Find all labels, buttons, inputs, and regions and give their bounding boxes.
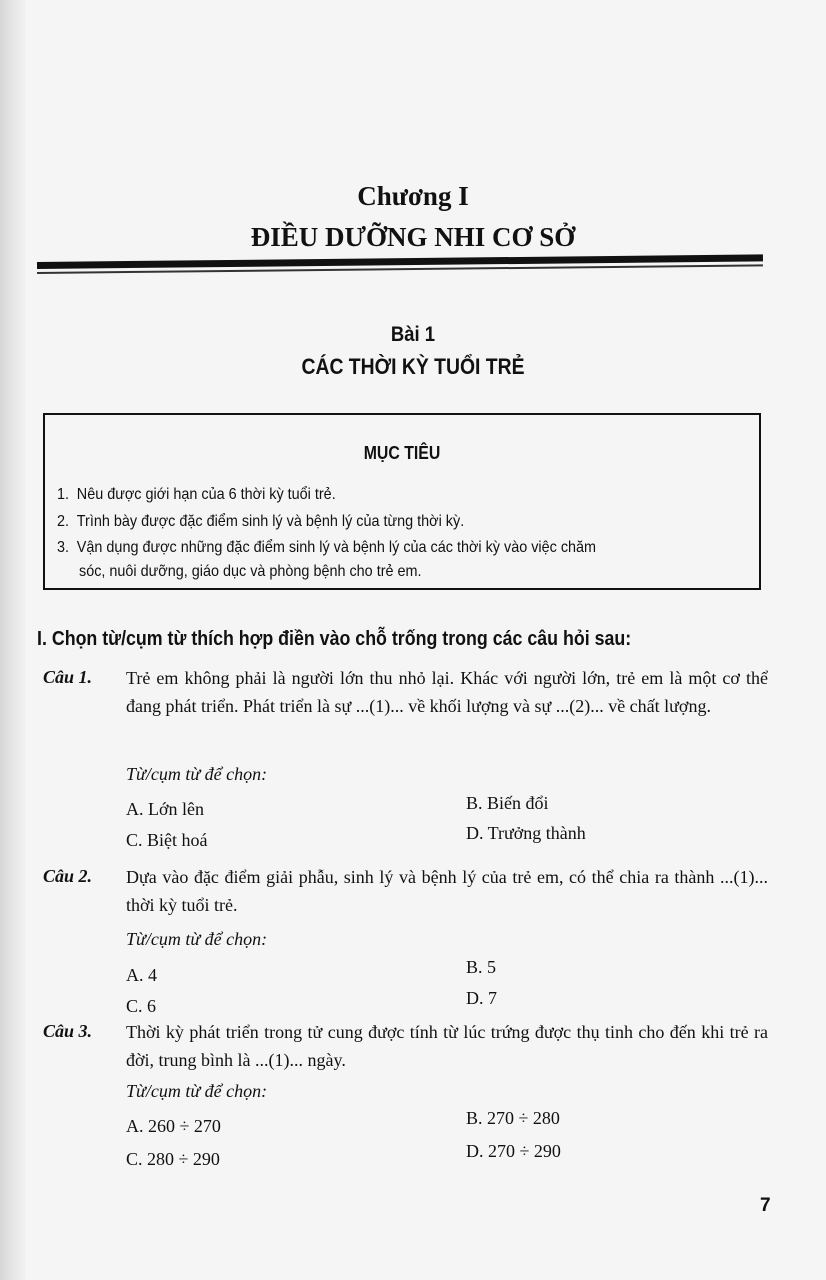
option-c: C. 6 [126,996,157,1016]
page-number: 7 [760,1195,771,1216]
objective-text: Vận dụng được những đặc điểm sinh lý và bệnh lý của các thời kỳ vào việc chăm [76,539,597,556]
question-label: Câu 1. [43,667,93,687]
objective-number: 3. [57,539,70,556]
choices-label: Từ/cụm từ để chọn: [126,764,268,784]
objective-item-continued: sóc, nuôi dưỡng, giáo dục và phòng bệnh cho trẻ em. [79,563,422,580]
option-c: C. Biệt hoá [126,830,208,850]
choices-label: Từ/cụm từ để chọn: [126,929,268,949]
question-text: Thời kỳ phát triển trong tử cung được tính từ lúc trứng được thụ tinh cho đến khi trẻ ra đời, trung bình là ...(1)... ngày. [126,1022,768,1070]
option-d: D. 7 [466,988,497,1008]
option-a: A. 260 ÷ 270 [126,1116,221,1136]
objective-item [57,513,464,531]
objective-text: Nêu được giới hạn của 6 thời kỳ tuổi trẻ. [76,486,336,503]
objective-item [57,539,596,557]
option-d: D. 270 ÷ 290 [466,1141,561,1161]
lesson-title: CÁC THỜI KỲ TUỔI TRẺ [301,354,525,379]
option-a: A. 4 [126,965,157,985]
option-b: B. Biến đổi [466,793,549,813]
option-b: B. 270 ÷ 280 [466,1108,560,1128]
option-a: A. Lớn lên [126,799,205,819]
question-text: Trẻ em không phải là người lớn thu nhỏ lại. Khác với người lớn, trẻ em là một cơ thể đang phát triển. Phát triển là sự ...(1)... về khối lượng và sự ...(2)... về chất lượng. [126,668,768,716]
option-c: C. 280 ÷ 290 [126,1149,220,1169]
option-b: B. 5 [466,957,497,977]
section-heading: I. Chọn từ/cụm từ thích hợp điền vào chỗ trống trong các câu hỏi sau: [37,628,632,650]
objectives-box [43,413,761,590]
chapter-title: ĐIỀU DƯỠNG NHI CƠ SỞ [250,222,576,252]
question-label: Câu 2. [43,866,93,886]
objective-item [57,486,336,504]
choices-label: Từ/cụm từ để chọn: [126,1081,268,1101]
chapter-label: Chương I [357,181,469,211]
objectives-title: MỤC TIÊU [363,443,441,463]
objective-number: 1. [57,486,70,503]
lesson-label: Bài 1 [390,323,436,346]
question-text: Dựa vào đặc điểm giải phẫu, sinh lý và bệnh lý của trẻ em, có thể chia ra thành ...(1)... thời kỳ tuổi trẻ. [126,867,768,915]
objective-number: 2. [57,513,70,530]
option-d: D. Trưởng thành [466,823,586,843]
question-label: Câu 3. [43,1021,93,1041]
objective-text: Trình bày được đặc điểm sinh lý và bệnh lý của từng thời kỳ. [76,513,465,530]
